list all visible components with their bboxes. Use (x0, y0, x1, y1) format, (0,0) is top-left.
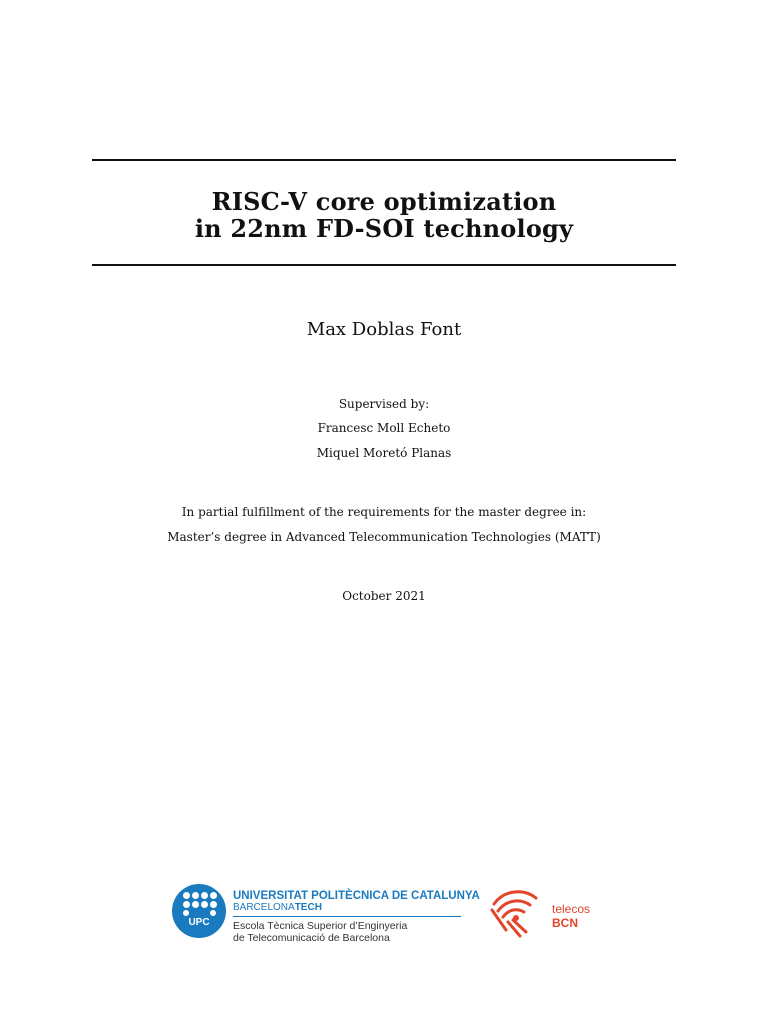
telecos-logo-text (552, 903, 590, 930)
upc-school-line-1: Escola Tècnica Superior d’Enginyeria (233, 920, 408, 932)
upc-badge-text: UPC (188, 917, 210, 928)
upc-sub-part2: TECH (294, 902, 322, 913)
author-name: Max Doblas Font (306, 319, 462, 340)
title-line-1: RISC-V core optimization (211, 187, 557, 216)
upc-sub-part1: BARCELONA (233, 902, 295, 913)
telecos-word: telecos (552, 902, 591, 916)
upc-university-name: UNIVERSITAT POLITÈCNICA DE CATALUNYA (233, 890, 480, 902)
upc-school-line-2: de Telecomunicació de Barcelona (233, 932, 390, 944)
supervisor-2: Miquel Moretó Planas (316, 446, 452, 460)
upc-divider (233, 916, 461, 917)
title-line-2: in 22nm FD-SOI technology (194, 214, 574, 243)
document-title (0, 188, 768, 242)
upc-logo-icon (172, 884, 226, 938)
telecos-bcn: BCN (552, 916, 578, 930)
upc-barcelonatech (233, 902, 480, 914)
supervised-by-label: Supervised by: (338, 397, 430, 411)
degree-name: Master’s degree in Advanced Telecommunication Technologies (MATT) (167, 530, 601, 544)
upc-logo-text (233, 890, 480, 944)
top-rule (92, 159, 676, 161)
fulfillment-statement: In partial fulfillment of the requirements for the master degree in: (181, 505, 587, 519)
submission-date: October 2021 (342, 589, 426, 603)
bottom-rule (92, 264, 676, 266)
telecos-logo-icon (486, 884, 546, 942)
supervisor-1: Francesc Moll Echeto (317, 421, 451, 435)
